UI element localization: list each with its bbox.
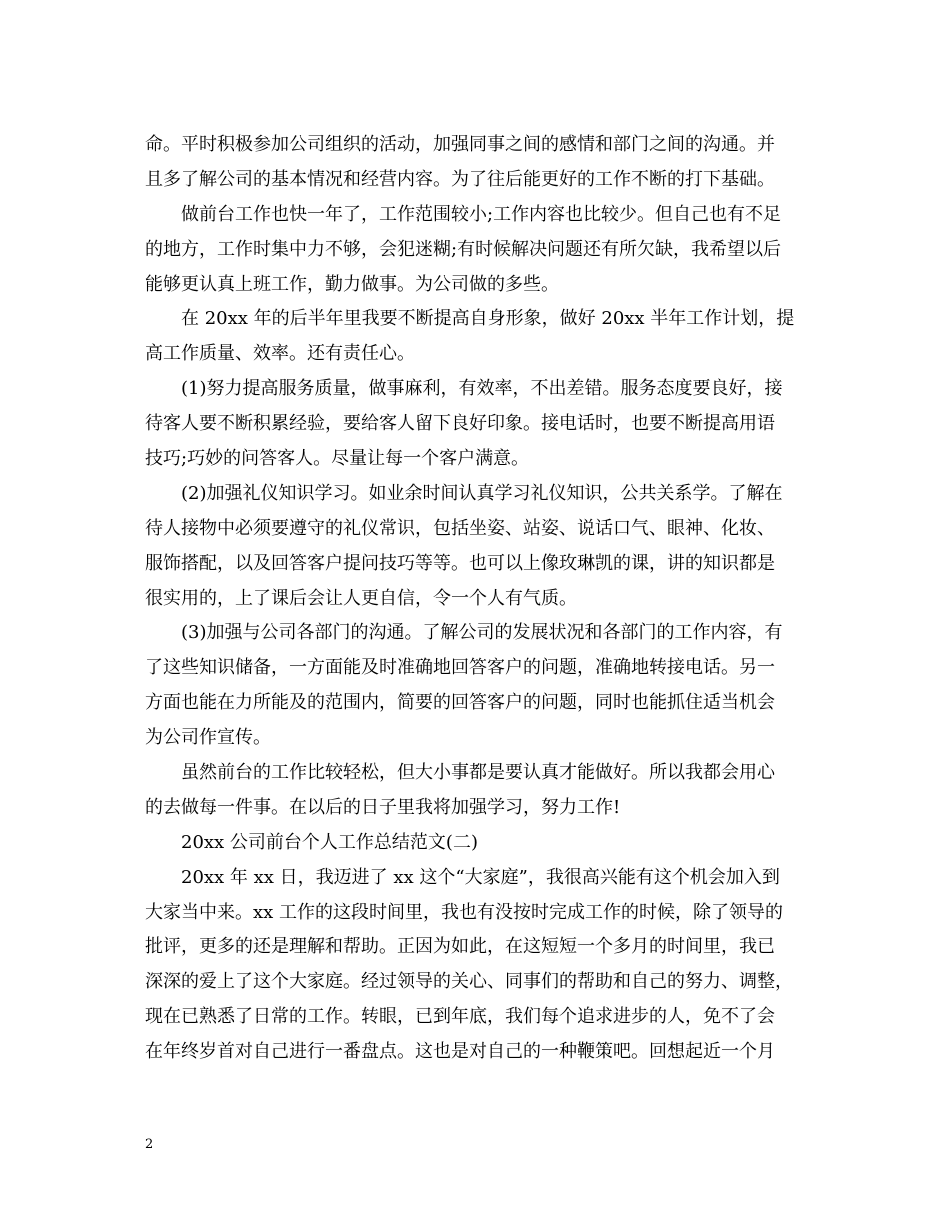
text-line: 为公司作宣传。 xyxy=(145,727,271,749)
text-line: (1)努力提高服务质量，做事麻利，有效率，不出差错。服务态度要良好，接 xyxy=(181,378,783,400)
text-line: 批评，更多的还是理解和帮助。正因为如此，在这短短一个多月的时间里，我已 xyxy=(145,936,775,958)
text-line: 且多了解公司的基本情况和经营内容。为了往后能更好的工作不断的打下基础。 xyxy=(145,168,775,190)
text-line: (3)加强与公司各部门的沟通。了解公司的发展状况和各部门的工作内容，有 xyxy=(181,622,783,644)
text-line: 待人接物中必须要遵守的礼仪常识，包括坐姿、站姿、说话口气、眼神、化妆、 xyxy=(145,517,775,539)
section-heading: 20xx 公司前台个人工作总结范文(二) xyxy=(181,831,478,853)
text-line: 了这些知识储备，一方面能及时准确地回答客户的问题，准确地转接电话。另一 xyxy=(145,657,775,679)
text-line: 现在已熟悉了日常的工作。转眼，已到年底，我们每个追求进步的人，免不了会 xyxy=(145,1006,775,1028)
text-line: 20xx 年 xx 日，我迈进了 xx 这个“大家庭”，我很高兴能有这个机会加入到 xyxy=(181,866,780,888)
text-line: 的去做每一件事。在以后的日子里我将加强学习，努力工作! xyxy=(145,796,621,818)
page-number: 2 xyxy=(145,1137,154,1152)
text-line: 待客人要不断积累经验，要给客人留下良好印象。接电话时，也要不断提高用语 xyxy=(145,413,775,435)
text-line: 深深的爱上了这个大家庭。经过领导的关心、同事们的帮助和自己的努力、调整， xyxy=(145,971,793,993)
text-line: 在年终岁首对自己进行一番盘点。这也是对自己的一种鞭策吧。回想起近一个月 xyxy=(145,1041,775,1063)
text-line: 虽然前台的工作比较轻松，但大小事都是要认真才能做好。所以我都会用心 xyxy=(181,762,775,784)
text-line: 命。平时积极参加公司组织的活动，加强同事之间的感情和部门之间的沟通。并 xyxy=(145,134,775,155)
text-line: 很实用的，上了课后会让人更自信，令一个人有气质。 xyxy=(145,587,577,609)
text-line: 大家当中来。xx 工作的这段时间里，我也有没按时完成工作的时候，除了领导的 xyxy=(145,901,784,923)
text-line: 在 20xx 年的后半年里我要不断提高自身形象，做好 20xx 半年工作计划，提 xyxy=(181,308,795,330)
text-line: 服饰搭配，以及回答客户提问技巧等等。也可以上像玫琳凯的课，讲的知识都是 xyxy=(145,552,775,574)
text-line: 做前台工作也快一年了，工作范围较小;工作内容也比较少。但自己也有不足 xyxy=(181,203,782,225)
text-line: 方面也能在力所能及的范围内，简要的回答客户的问题，同时也能抓住适当机会 xyxy=(145,692,775,714)
text-line: 高工作质量、效率。还有责任心。 xyxy=(145,343,415,365)
text-line: 的地方，工作时集中力不够，会犯迷糊;有时候解决问题还有所欠缺，我希望以后 xyxy=(145,238,782,260)
text-line: 能够更认真上班工作，勤力做事。为公司做的多些。 xyxy=(145,273,559,295)
text-line: 技巧;巧妙的问答客人。尽量让每一个客户满意。 xyxy=(145,448,530,470)
text-line: (2)加强礼仪知识学习。如业余时间认真学习礼仪知识，公共关系学。了解在 xyxy=(181,482,783,504)
body-text xyxy=(145,128,810,1070)
